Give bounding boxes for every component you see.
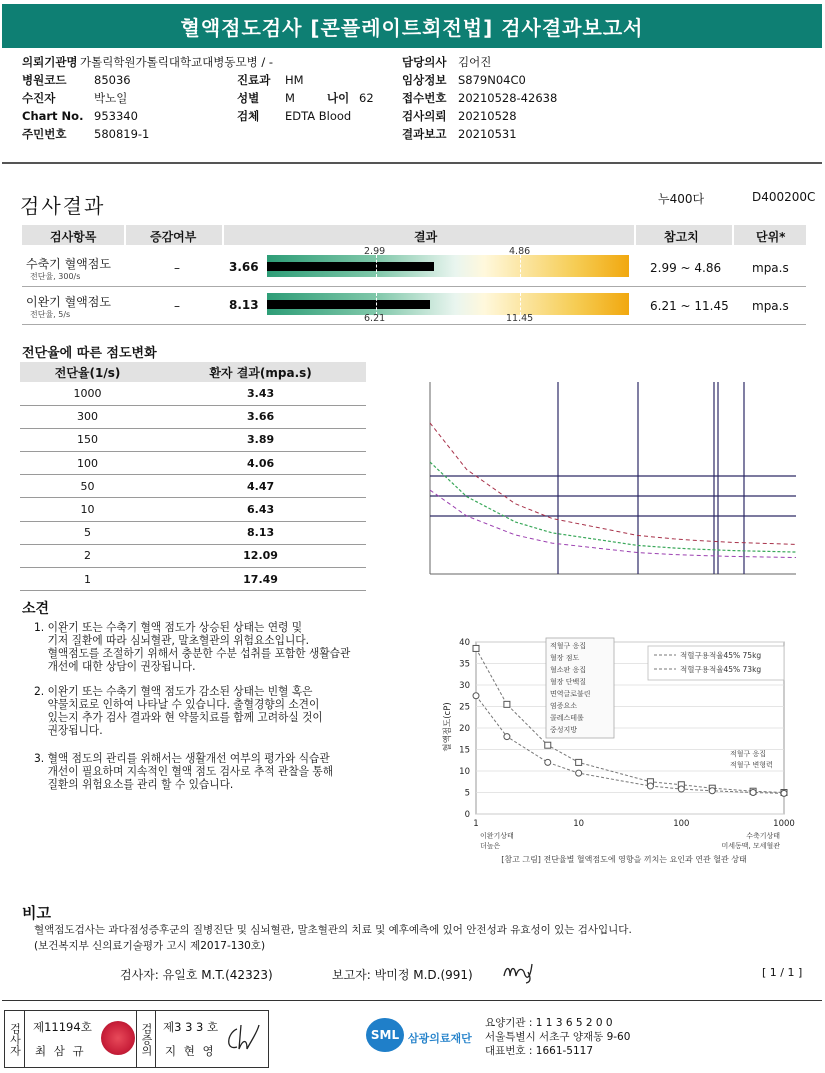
institution-label: 의뢰기관명 xyxy=(22,55,78,69)
divider xyxy=(2,162,822,164)
x-left-label: 이완기상태 xyxy=(480,832,514,840)
rrn-value: 580819-1 xyxy=(94,127,150,141)
row-sub: 전단율, 300/s xyxy=(30,272,81,281)
factor-label: 중성지방 xyxy=(550,726,578,734)
table-row xyxy=(20,475,366,498)
institution-value: 가톨릭학원가톨릭대학교대병동모병 / - xyxy=(80,55,274,69)
header-result: 결과 xyxy=(414,230,438,244)
header-item: 검사항목 xyxy=(50,230,97,244)
result-row-systolic xyxy=(22,246,806,287)
header-unit: 단위* xyxy=(756,230,786,244)
report-title: 혈액점도검사 [콘플레이트회전법] 검사결과보고서 xyxy=(2,4,822,48)
factor-label: 혈장 단백질 xyxy=(550,678,587,686)
specimen-value: EDTA Blood xyxy=(285,109,352,123)
result-bar xyxy=(267,300,430,309)
x-tick-label: 1000 xyxy=(773,819,795,829)
result-row-diastolic xyxy=(22,287,806,325)
results-title: 검사결과 xyxy=(20,194,106,218)
report-value: 20210531 xyxy=(458,127,517,141)
rate-cell: 100 xyxy=(20,452,155,475)
dept-value: HM xyxy=(285,73,304,87)
row-change: – xyxy=(174,261,180,275)
chart-caption: [참고 그림] 전단율별 혈액점도에 영향을 끼치는 요인과 연관 혈관 상태 xyxy=(501,855,747,864)
opinion-title: 소견 xyxy=(22,601,50,617)
y-tick-label: 20 xyxy=(459,724,470,734)
gauge-high-mark xyxy=(520,293,521,315)
data-point xyxy=(647,783,653,789)
row-ref: 6.21 ~ 11.45 xyxy=(650,299,729,313)
data-point xyxy=(781,790,787,796)
rate-cell: 50 xyxy=(20,475,155,498)
inspector-no: 제11194호 xyxy=(33,1020,92,1034)
result-bar xyxy=(267,262,434,271)
results-header xyxy=(22,225,806,245)
rate-cell: 150 xyxy=(20,428,155,451)
shear-col-rate: 전단율(1/s) xyxy=(20,362,155,382)
y-tick-label: 5 xyxy=(464,788,470,799)
table-row xyxy=(20,452,366,475)
clinical-label: 임상정보 xyxy=(402,73,447,87)
footer-divider xyxy=(2,1000,822,1001)
age-label: 나이 xyxy=(327,91,350,105)
report-label: 결과보고 xyxy=(402,127,447,141)
row-ref: 2.99 ~ 4.86 xyxy=(650,261,722,275)
table-row xyxy=(20,544,366,567)
page-indicator: [ 1 / 1 ] xyxy=(762,966,803,979)
reception-label: 접수번호 xyxy=(402,91,447,105)
patient-label: 수진자 xyxy=(22,91,56,105)
row-name: 이완기 혈액점도 xyxy=(26,295,111,309)
table-row xyxy=(20,428,366,451)
data-point xyxy=(576,759,582,765)
data-point xyxy=(576,770,582,776)
factor-label: 콜레스테롤 xyxy=(550,714,584,722)
gauge-high-mark xyxy=(520,255,521,277)
reporter-signature xyxy=(500,958,540,984)
shear-col-result: 환자 결과(mpa.s) xyxy=(155,362,366,382)
chart-no-label: Chart No. xyxy=(22,109,84,123)
deform-label: 적혈구 변형력 xyxy=(730,761,773,769)
factor-label: 면역글로불린 xyxy=(550,690,591,698)
value-cell: 3.66 xyxy=(155,405,366,428)
patient-info-col3 xyxy=(402,54,557,142)
head-no: 제3 3 3 호 xyxy=(163,1020,219,1034)
hospital-code-value: 85036 xyxy=(94,73,131,87)
shear-header-row xyxy=(20,362,366,382)
x-tick-label: 10 xyxy=(573,819,585,829)
reporter: 보고자: 박미정 M.D.(991) xyxy=(332,968,473,982)
lower-ref-line xyxy=(430,490,796,557)
row-value: 3.66 xyxy=(229,260,259,274)
tester: 검사자: 유일호 M.T.(42323) xyxy=(120,968,273,982)
factor-label: 혈소판 응집 xyxy=(550,666,587,674)
table-row xyxy=(20,568,366,591)
table-row xyxy=(20,521,366,544)
value-cell: 3.43 xyxy=(155,382,366,405)
value-cell: 8.13 xyxy=(155,521,366,544)
note-text-2: (보건복지부 신의료기술평가 고시 제2017-130호) xyxy=(34,940,266,952)
y-tick-label: 40 xyxy=(459,638,470,648)
inspector-name: 최 삼 규 xyxy=(35,1044,86,1058)
rate-cell: 2 xyxy=(20,544,155,567)
y-tick-label: 35 xyxy=(459,659,470,670)
rate-cell: 5 xyxy=(20,521,155,544)
signature-box xyxy=(4,1010,269,1068)
x-left-label: 더높은 xyxy=(480,842,501,850)
patient-value: 박노일 xyxy=(94,91,128,105)
data-point xyxy=(678,786,684,792)
age-value: 62 xyxy=(359,91,374,105)
rate-cell: 300 xyxy=(20,405,155,428)
data-point xyxy=(750,790,756,796)
lab-name: 삼광의료재단 xyxy=(408,1032,472,1045)
patient-info-col1 xyxy=(22,54,273,142)
row-sub: 전단율, 5/s xyxy=(30,310,71,319)
lab-code: 요양기관 : 1 1 3 6 5 2 0 0 xyxy=(485,1017,613,1029)
sml-logo-icon: SML xyxy=(366,1018,404,1052)
lab-info xyxy=(485,1016,630,1058)
y-tick-label: 25 xyxy=(459,702,470,713)
data-point xyxy=(504,734,510,740)
sex-label: 성별 xyxy=(237,91,260,105)
rate-cell: 1000 xyxy=(20,382,155,405)
reception-value: 20210528-42638 xyxy=(458,91,558,105)
inspector-label: 검사자 xyxy=(5,1011,25,1067)
seal-icon xyxy=(101,1021,135,1055)
value-cell: 12.09 xyxy=(155,544,366,567)
legend-label: 적혈구용적율45% 75kg xyxy=(680,651,762,660)
results-code2: D400200C xyxy=(752,190,816,204)
deform-label: 적혈구 응집 xyxy=(730,750,767,758)
shear-title: 전단율에 따른 점도변화 xyxy=(22,346,157,361)
factor-label: 염증요소 xyxy=(550,702,578,710)
row-name: 수축기 혈액점도 xyxy=(26,257,111,271)
patient-info-col2 xyxy=(237,72,374,124)
rate-cell: 10 xyxy=(20,498,155,521)
y-tick-label: 15 xyxy=(459,745,470,756)
note-text-1: 혈액점도검사는 과다점성증후군의 질병진단 및 심뇌혈관, 말초혈관의 치료 및 예후예측에 있어 안전성과 유효성이 있는 검사입니다. xyxy=(34,924,632,936)
row-unit: mpa.s xyxy=(752,299,789,313)
row-divider xyxy=(22,324,806,325)
hospital-code-label: 병원코드 xyxy=(22,73,67,87)
table-row xyxy=(20,498,366,521)
lab-address: 서울특별시 서초구 양재동 9-60 xyxy=(485,1031,631,1043)
header-change: 증감여부 xyxy=(150,230,197,244)
value-cell: 4.06 xyxy=(155,452,366,475)
row-value: 8.13 xyxy=(229,298,259,312)
note-title: 비고 xyxy=(22,904,51,922)
rrn-label: 주민번호 xyxy=(22,127,67,141)
y-tick-label: 0 xyxy=(464,810,470,820)
data-point xyxy=(473,693,479,699)
gauge-high-label: 11.45 xyxy=(506,313,534,324)
doctor-value: 김어진 xyxy=(458,55,492,69)
request-label: 검사의뢰 xyxy=(402,109,447,123)
doctor-label: 담당의사 xyxy=(402,55,447,69)
gauge-low-mark xyxy=(376,293,377,315)
dept-label: 진료과 xyxy=(237,73,271,87)
row-change: – xyxy=(174,299,180,313)
y-tick-label: 30 xyxy=(459,681,470,691)
data-point xyxy=(504,701,510,707)
head-label: 검증의 xyxy=(136,1011,156,1067)
upper-ref-line xyxy=(430,423,796,544)
gauge-low-mark xyxy=(376,255,377,277)
opinion-item-2: 2. 이완기 또는 수축기 혈액 점도가 감소된 상태는 빈혈 혹은 약물치료로 인하여 나타날 수 있습니다. 출혈경향의 소견이 있는지 추가 검사 결과와 현 약물치료를 함께 고려하실 것이 권장됩니다. xyxy=(34,684,323,737)
rate-cell: 1 xyxy=(20,568,155,591)
x-tick-label: 1 xyxy=(473,819,479,829)
gauge-high-label: 4.86 xyxy=(509,246,531,257)
table-row xyxy=(20,382,366,405)
y-tick-label: 10 xyxy=(459,767,470,777)
gauge-low-label: 2.99 xyxy=(364,246,386,257)
value-cell: 4.47 xyxy=(155,475,366,498)
header-ref: 참고치 xyxy=(664,230,699,244)
head-name: 지 현 영 xyxy=(165,1044,216,1058)
specimen-label: 검체 xyxy=(237,109,260,123)
data-point xyxy=(545,742,551,748)
data-point xyxy=(545,759,551,765)
value-cell: 3.89 xyxy=(155,428,366,451)
x-tick-label: 100 xyxy=(673,819,690,829)
shear-table xyxy=(20,362,366,591)
header-sep xyxy=(634,225,636,245)
header-sep xyxy=(222,225,224,245)
data-point xyxy=(709,788,715,794)
clinical-value: S879N04C0 xyxy=(458,73,526,87)
factor-label: 적혈구 응집 xyxy=(550,642,587,650)
value-cell: 6.43 xyxy=(155,498,366,521)
opinion-item-3: 3. 혈액 점도의 관리를 위해서는 생활개선 여부의 평가와 식습관 개선이 필요하며 지속적인 혈액 점도 검사로 추적 관찰을 통해 질환의 위험요소를 관리 할 수 있습니다. xyxy=(34,751,334,791)
x-right-label: 수축기상태 xyxy=(746,832,780,840)
viscosity-curve-chart xyxy=(418,376,802,586)
row-unit: mpa.s xyxy=(752,261,789,275)
legend-label: 적혈구용적율45% 73kg xyxy=(680,665,762,674)
results-code1: 누400다 xyxy=(658,192,705,206)
chart-no-value: 953340 xyxy=(94,109,138,123)
factor-label: 혈장 점도 xyxy=(550,654,580,662)
table-row xyxy=(20,405,366,428)
lab-phone: 대표번호 : 1661-5117 xyxy=(485,1045,594,1057)
value-cell: 17.49 xyxy=(155,568,366,591)
gauge-low-label: 6.21 xyxy=(364,313,386,324)
x-right-label: 미세동맥, 모세혈관 xyxy=(721,842,780,850)
header-sep xyxy=(124,225,126,245)
y-axis-label: 혈액점도(cP) xyxy=(443,702,453,752)
header-sep xyxy=(732,225,734,245)
factor-box xyxy=(546,638,614,738)
request-value: 20210528 xyxy=(458,109,517,123)
opinion-item-1: 1. 이완기 또는 수축기 혈액 점도가 상승된 상태는 연령 및 기저 질환에 따라 심뇌혈관, 말초혈관의 위험요소입니다. 혈액점도를 조절하기 위해서 충분한 수분 섭취를 포함한 생활습관 개선에 대한 상담이 권장됩니다. xyxy=(34,620,351,673)
reference-viscosity-chart xyxy=(440,632,808,870)
data-point xyxy=(473,645,479,651)
head-signature xyxy=(223,1021,263,1057)
sex-value: M xyxy=(285,91,295,105)
